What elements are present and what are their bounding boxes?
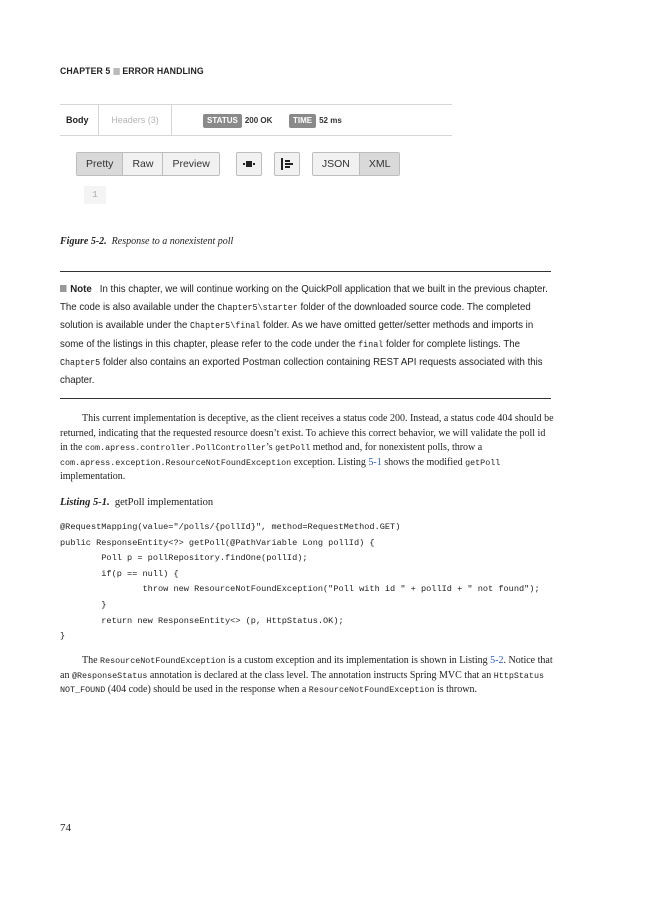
code-line: } (60, 599, 107, 610)
running-head-title: ERROR HANDLING (122, 66, 204, 77)
figure-caption (60, 236, 233, 247)
listing-label: Listing 5-1. (60, 497, 110, 508)
note-code: Chapter5\final (190, 321, 261, 332)
json-button[interactable]: JSON (313, 153, 360, 175)
raw-button[interactable]: Raw (123, 153, 163, 175)
note-code: Chapter5 (60, 357, 101, 368)
code-line: @RequestMapping(value="/polls/{pollId}", method=RequestMethod.GET) (60, 522, 401, 532)
note-box (60, 271, 551, 399)
note-text: folder of the downloaded source code. The completed solution is available under the (60, 302, 531, 332)
code-line: return new ResponseEntity<> (p, HttpStatus.OK); (60, 615, 344, 626)
listing-text: getPoll implementation (114, 497, 214, 508)
caption-text: Response to a nonexistent poll (111, 236, 234, 247)
view-mode-group (76, 152, 220, 176)
code-line: if(p == null) { (60, 568, 179, 579)
inline-code: com.apress.controller.PollController (85, 443, 266, 454)
line-number: 1 (84, 186, 106, 204)
text-run: is a custom exception and its implementation is shown in Listing (225, 655, 491, 666)
status-indicator (203, 114, 272, 128)
xml-button[interactable]: XML (360, 153, 400, 175)
format-toolbar (76, 152, 400, 176)
format-group (312, 152, 401, 176)
time-value: 52 ms (319, 116, 342, 125)
body-paragraph-2 (60, 654, 554, 698)
status-badge: STATUS (203, 114, 242, 128)
pretty-button[interactable]: Pretty (77, 153, 123, 175)
inline-code: ResourceNotFoundException (308, 685, 435, 696)
note-paragraph (60, 281, 551, 390)
listing-caption (60, 497, 213, 508)
response-tabs (60, 104, 452, 136)
code-listing (60, 520, 540, 645)
postman-response-figure (60, 104, 452, 200)
text-run: method and, for nonexistent polls, throw a (310, 442, 483, 454)
indent-icon[interactable] (274, 152, 300, 176)
inline-code: com.apress.exception.ResourceNotFoundException (60, 457, 292, 468)
text-run: (404 code) should be used in the response when a (105, 684, 309, 696)
code-line: throw new ResourceNotFoundException("Poll with id " + pollId + " not found"); (60, 584, 540, 595)
text-run: is thrown. (434, 684, 477, 696)
inline-code: HttpStatus NOT_FOUND (60, 670, 545, 696)
separator-square-icon (113, 68, 119, 75)
tab-body[interactable]: Body (66, 115, 89, 125)
note-text: In this chapter, we will continue working on the QuickPoll application that we built in the previous chapter. The code is also available under the (60, 284, 548, 314)
status-value: 200 OK (244, 116, 273, 125)
preview-button[interactable]: Preview (163, 153, 218, 175)
note-code: Chapter5\starter (217, 303, 298, 314)
text-run: ’s (265, 442, 276, 454)
note-text: folder for complete listings. The (383, 338, 521, 350)
wrap-icon[interactable] (236, 152, 262, 176)
text-run: implementation. (60, 471, 126, 483)
running-head-chapter: CHAPTER 5 (60, 66, 111, 77)
note-label: Note (70, 284, 92, 295)
text-run: shows the modified (381, 456, 466, 468)
note-code: final (358, 339, 384, 350)
code-line: Poll p = pollRepository.findOne(pollId); (60, 553, 308, 564)
listing-link[interactable]: 5-1 (368, 456, 382, 468)
caption-label: Figure 5-2. (60, 236, 107, 247)
inline-code: ResourceNotFoundException (100, 656, 226, 666)
tab-headers[interactable]: Headers (3) (98, 105, 172, 136)
text-run: exception. Listing (291, 456, 369, 468)
text-run: annotation is declared at the class level. The annotation instructs Spring MVC that an (147, 669, 494, 681)
text-run: The (82, 655, 101, 666)
body-paragraph-1 (60, 412, 554, 485)
note-square-icon (60, 285, 67, 292)
inline-code: getPoll (465, 457, 501, 468)
inline-code: getPoll (275, 443, 311, 454)
page-number: 74 (60, 822, 71, 834)
listing-link[interactable]: 5-2 (490, 655, 504, 666)
text-run: . Notice that an (60, 655, 553, 681)
note-text: folder also contains an exported Postman collection containing REST API requests associated with this chapter. (60, 356, 543, 387)
note-text: folder. As we have omitted getter/setter methods and imports in some of the listings in this chapter, please refer to the code under the (60, 320, 534, 350)
text-run: This current implementation is deceptive, as the client receives a status code 200. Instead, a status code 404 should be returned, indicating that the requested resource doesn’t exist. To achieve this correct behavior, we will validate the poll id in the (60, 413, 554, 454)
running-head (60, 66, 204, 77)
inline-code: @ResponseStatus (71, 670, 148, 681)
time-badge: TIME (289, 114, 316, 128)
code-line: public ResponseEntity<?> getPoll(@PathVariable Long pollId) { (60, 537, 375, 548)
code-line: } (60, 631, 66, 642)
time-indicator (289, 114, 342, 128)
